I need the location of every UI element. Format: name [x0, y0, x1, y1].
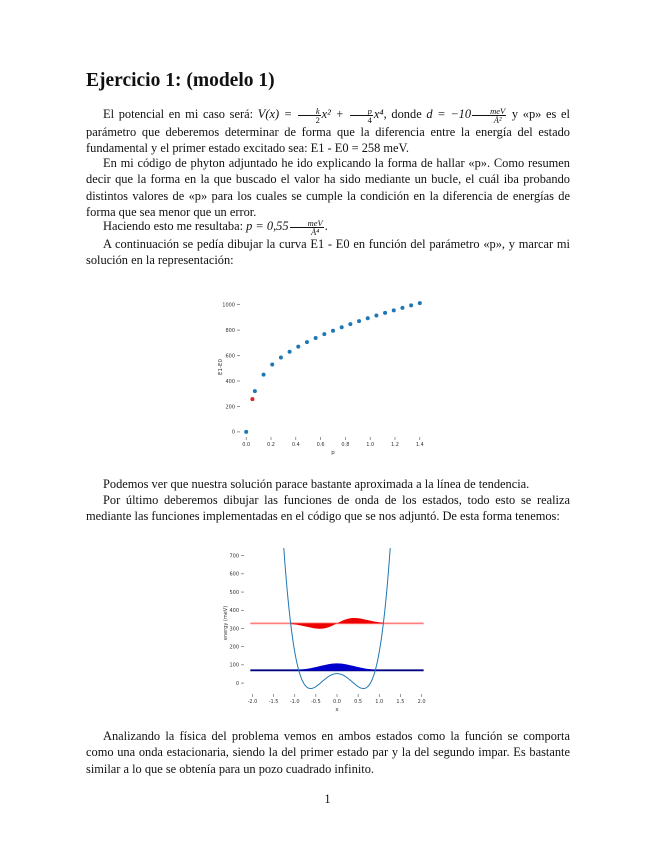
data-point: [331, 329, 335, 333]
math-span: V(x) =: [257, 107, 297, 121]
fraction-numerator: meV: [290, 219, 324, 228]
x-tick-label: 0.8: [341, 442, 350, 448]
y-tick-label: 700: [229, 553, 239, 560]
math-span: x⁴: [373, 107, 384, 121]
y-tick-label: 0: [231, 429, 235, 436]
y-axis-label: E1-E0: [218, 359, 224, 375]
paragraph-curve: A continuación se pedía dibujar la curva E1 - E0 en función del parámetro «p», y marcar mi solución en la representación:: [86, 237, 570, 268]
data-point: [296, 345, 300, 349]
data-point: [340, 325, 344, 329]
data-point: [314, 336, 318, 340]
y-tick-label: 200: [225, 404, 235, 411]
data-point: [322, 332, 326, 336]
x-tick-label: 2.0: [417, 699, 426, 705]
y-tick-label: 200: [229, 644, 239, 651]
x-tick-label: 0.2: [267, 442, 275, 448]
fraction-denominator: 2: [315, 114, 320, 125]
y-tick-label: 600: [225, 353, 235, 360]
data-point: [409, 303, 413, 307]
data-point: [253, 389, 257, 393]
data-point: [305, 340, 309, 344]
fraction-numerator: k: [298, 107, 321, 116]
x-tick-label: 0.5: [354, 699, 363, 705]
fraction-denominator: Å⁴: [311, 226, 320, 237]
fraction-denominator: Å²: [493, 114, 502, 125]
x-tick-label: 1.0: [375, 699, 384, 705]
text-span: .: [324, 219, 328, 233]
data-point: [374, 313, 378, 317]
y-tick-label: 500: [229, 589, 239, 596]
text-span: Haciendo esto me resultaba:: [103, 219, 247, 233]
fraction-numerator: p: [350, 107, 373, 116]
y-tick-label: 400: [229, 608, 239, 615]
x-tick-label: -1.5: [268, 699, 279, 705]
paragraph-observation: Podemos ver que nuestra solución parace bastante aproximada a la línea de tendencia.: [103, 477, 530, 491]
y-tick-label: 1000: [222, 302, 235, 309]
data-point: [357, 319, 361, 323]
y-tick-label: 600: [229, 571, 239, 578]
fraction-mev-a2: [472, 107, 506, 124]
math-span: x² +: [321, 107, 349, 121]
x-tick-label: 1.0: [366, 442, 375, 448]
x-tick-label: -1.0: [289, 699, 300, 705]
energy-difference-chart: [214, 291, 436, 459]
x-tick-label: 1.2: [391, 442, 399, 448]
math-span: d = −10: [426, 107, 472, 121]
data-point: [366, 316, 370, 320]
fraction-p-4: [350, 107, 373, 124]
data-point: [400, 306, 404, 310]
data-point: [279, 355, 283, 359]
text-span: , donde: [383, 107, 427, 121]
y-axis-label: energy (meV): [223, 605, 229, 641]
y-tick-label: 0: [235, 680, 239, 687]
data-point: [418, 301, 422, 305]
data-point: [270, 362, 274, 366]
paragraph-analysis: Analizando la física del problema vemos en ambos estados como la función se comporta como una onda estacionaria, siendo la del primer estado par y la del segundo impar. Es bastante similar a lo que se obtenía para un pozo cuadrado infinito.: [86, 729, 570, 776]
fraction-denominator: 4: [367, 114, 372, 125]
page-number: 1: [324, 792, 331, 806]
fraction-mev-a4: [290, 219, 324, 236]
x-tick-label: 1.4: [415, 442, 424, 448]
x-tick-label: 0.0: [333, 699, 341, 705]
data-point: [288, 350, 292, 354]
fraction-numerator: meV: [472, 107, 506, 116]
data-point: [383, 311, 387, 315]
x-tick-label: -2.0: [247, 699, 258, 705]
paragraph-potential: [86, 106, 570, 156]
data-point: [348, 322, 352, 326]
data-point: [244, 430, 248, 434]
data-point: [262, 373, 266, 377]
x-tick-label: -0.5: [310, 699, 321, 705]
text-span: El potencial en mi caso será:: [103, 107, 258, 121]
paragraph-code: En mi código de phyton adjuntado he ido explicando la forma de hallar «p». Como resumen decir que la forma en la que buscado el valor ha sido mediante un bucle, el cuál iba probando distintos valores de «p» para los cuales se cumple la condición en la diferencia de energías de forma que sea menor que un error.: [86, 156, 570, 219]
wavefunction-E0: [291, 663, 384, 670]
y-tick-label: 800: [225, 327, 235, 334]
x-axis-label: p: [331, 450, 335, 456]
wavefunction-chart: [222, 548, 436, 716]
x-axis-label: x: [335, 707, 339, 713]
math-span: p = 0,55: [246, 219, 289, 233]
y-tick-label: 400: [225, 378, 235, 385]
paragraph-result: [86, 218, 570, 236]
text-span: y «p» es el parámetro que deberemos determinar de forma que la diferencia entre la energía del estado fundamental y el primer estado excitado sea: E1 - E0 = 258 meV.: [86, 107, 570, 155]
y-tick-label: 100: [229, 662, 239, 669]
x-tick-label: 0.0: [242, 442, 251, 448]
data-point: [250, 397, 254, 401]
x-tick-label: 1.5: [396, 699, 405, 705]
fraction-k-2: [298, 107, 321, 124]
x-tick-label: 0.6: [316, 442, 325, 448]
section-title: Ejercicio 1: (modelo 1): [86, 70, 275, 91]
y-tick-label: 300: [229, 626, 239, 633]
x-tick-label: 0.4: [291, 442, 300, 448]
data-point: [392, 308, 396, 312]
paragraph-wavefunctions: Por último deberemos dibujar las funciones de onda de los estados, todo esto se realiza mediante las funciones implementadas en el código que se nos adjuntó. De esta forma tenemos:: [86, 493, 570, 524]
